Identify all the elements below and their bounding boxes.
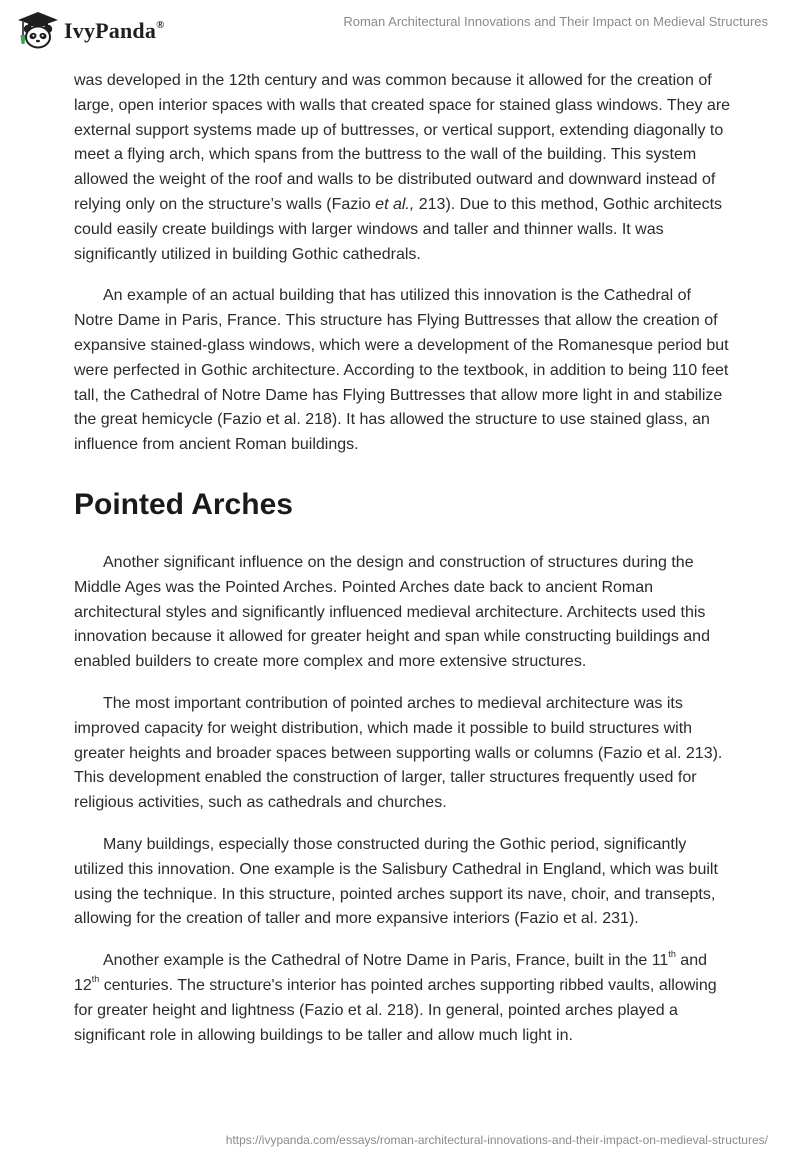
document-title: Roman Architectural Innovations and Their Impact on Medieval Structures — [343, 14, 768, 29]
paragraph: Another example is the Cathedral of Notre Dame in Paris, France, built in the 11th and 12th centuries. The structure's interior has pointed arches supporting ribbed vaults, allowing for greater height and lightness (Fazio et al. 218). In general, pointed arches played a significant role in allowing buildings to be taller and allow much light in. — [74, 948, 717, 1044]
paragraph: Another significant influence on the design and construction of structures during the Middle Ages was the Pointed Arches. Pointed Arches date back to ancient Roman architectural styles and significantly influenced medieval architecture. Architects used this innovation because it allowed for greater height and span while constructing buildings and enabled builders to create more complex and more extensive structures. — [74, 553, 710, 671]
paragraph: Many buildings, especially those constructed during the Gothic period, significantly utilized this innovation. One example is the Salisbury Cathedral in England, which was built using the technique. In this structure, pointed arches support its nave, choir, and transepts, allowing for the creation of taller and more expansive interiors (Fazio et al. 231). — [74, 835, 718, 928]
paragraph: An example of an actual building that has utilized this innovation is the Cathedral of Notre Dame in Paris, France. This structure has Flying Buttresses that allow the creation of expansive stained-glass windows, which were a development of the Romanesque period but were perfected in Gothic architecture. According to the textbook, in addition to being 110 feet tall, the Cathedral of Notre Dame has Flying Buttresses that allow more light in and stabilize the great hemicycle (Fazio et al. 218). It has allowed the structure to use stained glass, an influence from ancient Roman buildings. — [74, 287, 729, 454]
essay-body — [74, 69, 734, 1048]
brand-name: IvyPanda® — [64, 18, 165, 43]
panda-graduate-icon — [14, 9, 60, 51]
page-header — [0, 0, 800, 62]
source-url[interactable]: https://ivypanda.com/essays/roman-architectural-innovations-and-their-impact-on-medieval-structures/ — [225, 1133, 768, 1147]
paragraph: The most important contribution of pointed arches to medieval architecture was its improved capacity for weight distribution, which made it possible to build structures with greater heights and broader spaces between supporting walls or columns (Fazio et al. 213). This development enabled the construction of larger, taller structures frequently used for religious activities, such as cathedrals and churches. — [74, 694, 723, 812]
paragraph: was developed in the 12th century and was common because it allowed for the creation of large, open interior spaces with walls that created space for stained glass windows. They are external support systems made up of buttresses, or vertical support, extending diagonally to meet a flying arch, which spans from the buttress to the wall of the building. This system allowed the weight of the roof and walls to be distributed outward and downward instead of relying only on the structure’s walls (Fazio et al., 213). Due to this method, Gothic architects could easily create buildings with larger windows and taller and thinner walls. It was significantly utilized in building Gothic cathedrals. — [74, 72, 731, 263]
section-heading: Pointed Arches — [74, 487, 293, 521]
ivypanda-logo[interactable] — [14, 9, 165, 51]
